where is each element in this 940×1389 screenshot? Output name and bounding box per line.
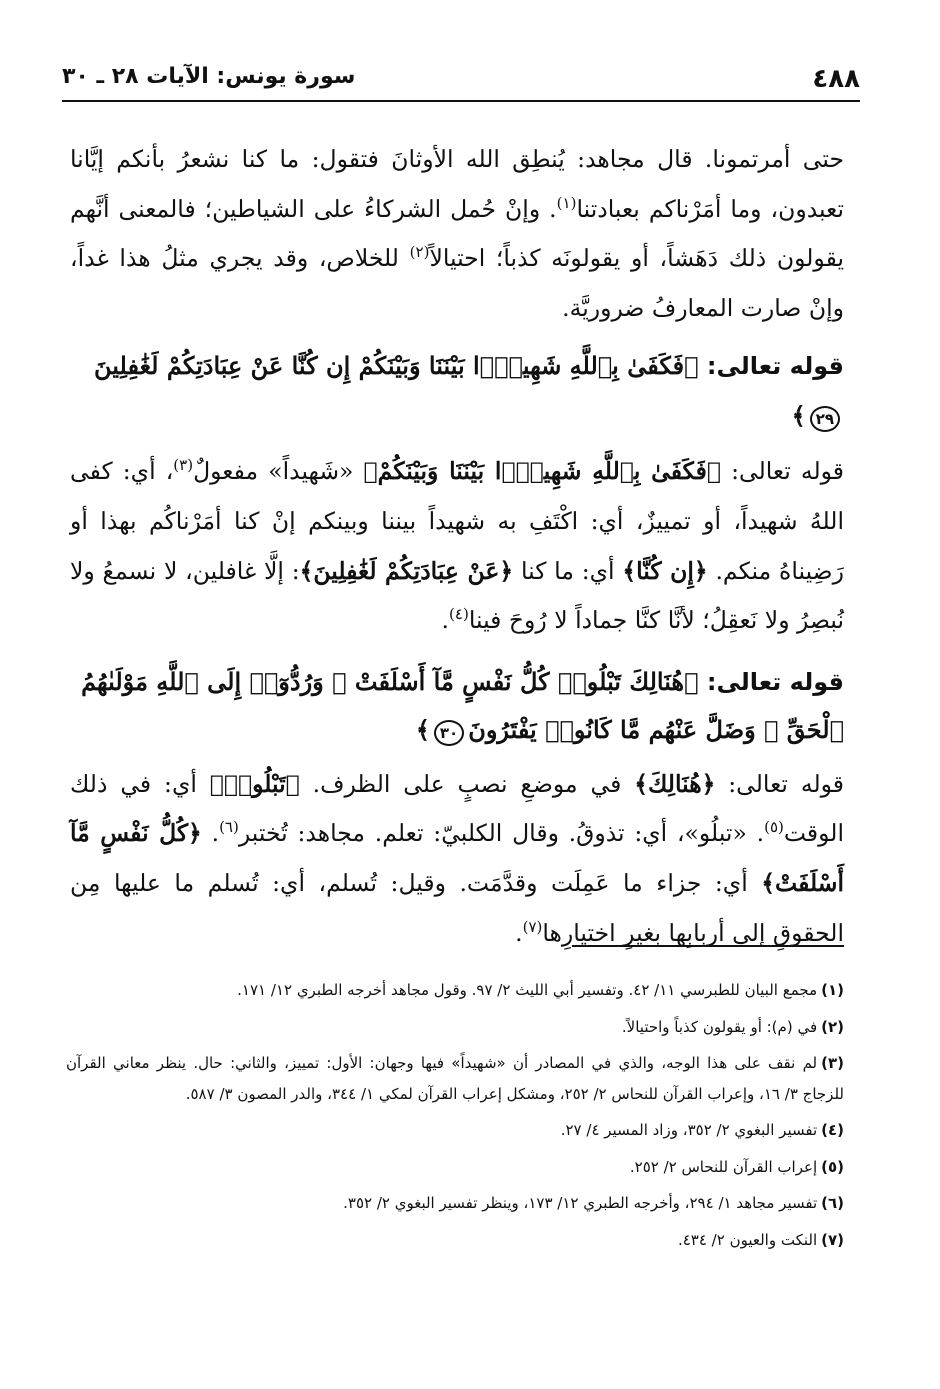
quran-quote: ﴿عَنْ عِبَادَتِكُمْ لَغَٰفِلِينَ﴾ <box>299 556 514 585</box>
paragraph-2 <box>70 447 844 645</box>
footnote-number: (٧) <box>821 1230 844 1249</box>
text-segment: ، أي: كفى اللهُ شهيداً، أو تمييزٌ، أي: اكْتَفِ به شهيداً بيننا وبينكم إنْ كنا أمَرْناكُم بهذا أو رَضِيناهُ منكم. <box>70 457 844 585</box>
footnote-text: إعراب القرآن للنحاس ٢/ ٢٥٢. <box>629 1157 818 1176</box>
text-segment: . <box>201 819 220 848</box>
footnote-text: تفسير البغوي ٢/ ٣٥٢، وزاد المسير ٤/ ٢٧. <box>560 1121 818 1139</box>
footnote-number: (٢) <box>821 1017 844 1036</box>
verse-close-bracket: ﴾ <box>415 714 430 744</box>
text-segment: . «تبلُو»، أي: تذوقُ. وقال الكلبيّ: تعلم. مجاهد: تُختبر <box>238 819 765 848</box>
footnote-text: النكت والعيون ٢/ ٤٣٤. <box>677 1230 818 1249</box>
footnote-text: مجمع البيان للطبرسي ١١/ ٤٢. وتفسير أبي الليث ٢/ ٩٧. وقول مجاهد أخرجه الطبري ١٢/ ١٧١. <box>237 981 818 999</box>
footnote-divider <box>572 945 844 947</box>
footnote-number: (٦) <box>821 1194 844 1212</box>
quran-quote: ﴿إِن كُنَّا﴾ <box>622 556 708 585</box>
quran-quote: ﴿فَكَفَىٰ بِٱللَّهِ شَهِيدًۢا بَيْنَنَا وَبَيْنَكُمْ﴾ <box>363 457 721 486</box>
verse-heading-29 <box>70 341 844 441</box>
text-segment: . <box>515 918 523 947</box>
footnote-ref-2: (٢) <box>409 243 430 262</box>
running-header <box>62 60 860 102</box>
text-segment: . وإنْ حُمل الشركاءُ على الشياطين؛ فالمعنى أنَّهم يقولون ذلك دَهَشاً، أو يقولونَه كذباً؛ احتيالاً <box>70 194 845 273</box>
footnote-text: تفسير مجاهد ١/ ٢٩٤، وأخرجه الطبري ١٢/ ١٧٣، وينظر تفسير البغوي ٢/ ٣٥٢. <box>343 1194 818 1212</box>
footnote-item <box>66 1012 844 1043</box>
heading-label: قوله تعالى: <box>698 352 844 381</box>
footnote-number: (١) <box>821 981 844 999</box>
footnote-item <box>66 1188 844 1219</box>
heading-label: قوله تعالى: <box>698 667 844 696</box>
paragraph-3 <box>70 760 844 958</box>
footnote-number: (٤) <box>821 1121 844 1139</box>
text-segment: للخلاص، وقد يجري مثلُ هذا غداً، وإنْ صارت المعارفُ ضروريَّة. <box>70 244 844 322</box>
footnote-item <box>66 1048 844 1109</box>
footnote-ref-7: (٧) <box>522 917 543 936</box>
footnote-ref-6: (٦) <box>219 818 239 837</box>
text-segment: قوله تعالى: <box>715 769 844 798</box>
text-segment: قوله تعالى: <box>720 457 845 486</box>
footnote-ref-4: (٤) <box>449 605 469 624</box>
surah-title: سورة يونس: الآيات ٢٨ ـ ٣٠ <box>62 64 356 89</box>
footnote-text: لم نقف على هذا الوجه، والذي في المصادر أن «شهيداً» فيها وجهان: الأول: تمييز، والثاني: حال. ينظر معاني القرآن للزجاج ٣/ ١٦، وإعراب القرآن للنحاس ٢/ ٢٥٢، ومشكل إعراب القرآن لمكي ١/ ٣٤٤، والدر المصون ٣/ ٥٨٧. <box>66 1054 844 1103</box>
footnote-text: في (م): أو يقولون كذباً واحتيالاً. <box>621 1017 818 1036</box>
text-segment: أي: في ذلك الوقت <box>70 769 844 848</box>
text-segment: في موضعِ نصبٍ على الظرف. <box>299 769 635 798</box>
quran-quote: ﴿هُنَالِكَ﴾ <box>634 769 716 798</box>
footnote-number: (٣) <box>821 1054 844 1072</box>
quran-verse: ﴿فَكَفَىٰ بِٱللَّهِ شَهِيدًۢا بَيْنَنَا وَبَيْنَكُمْ إِن كُنَّا عَنْ عِبَادَتِكُمْ لَغَٰفِلِينَ <box>94 351 699 381</box>
ayah-number-badge: ٣٠ <box>434 720 464 746</box>
paragraph-1 <box>70 135 844 333</box>
quran-quote: ﴿كُلُّ نَفْسٍ مَّآ أَسْلَفَتْ﴾ <box>70 819 844 897</box>
ayah-number-badge: ٢٩ <box>810 406 840 432</box>
text-segment: «شَهيداً» مفعولٌ <box>193 457 364 486</box>
footnote-ref-3: (٣) <box>173 456 194 475</box>
text-segment: . <box>441 606 450 635</box>
quran-quote: ﴿تَبْلُوا۟﴾ <box>209 769 300 798</box>
text-segment: حتى أمرتمونا. قال مجاهد: يُنطِق الله الأوثانَ فتقول: ما كنا نشعرُ بأنكم إيَّانا تعبدون، وما أمَرْناكم بعبادتنا <box>70 145 845 223</box>
text-segment: : إلَّا غافلين، لا نسمعُ ولا نُبصِرُ ولا نَعقِلُ؛ لأنَّا كنَّا جماداً لا رُوحَ فينا <box>70 556 844 635</box>
footnotes <box>66 975 844 1261</box>
verse-close-bracket: ﴾ <box>791 401 806 431</box>
page-number: ٤٨٨ <box>812 64 860 94</box>
footnote-ref-1: (١) <box>556 193 577 212</box>
footnote-number: (٥) <box>821 1157 844 1176</box>
quran-verse: ﴿هُنَالِكَ تَبْلُوا۟ كُلُّ نَفْسٍ مَّآ أَسْلَفَتْ ۚ وَرُدُّوٓا۟ إِلَى ٱللَّهِ مَوْلَىٰهُمُ ٱلْحَقِّ ۖ وَضَلَّ عَنْهُم مَّا كَانُوا۟ يَفْتَرُونَ <box>81 666 844 744</box>
footnote-ref-5: (٥) <box>764 818 784 837</box>
text-segment: أي: ما كنا <box>513 556 623 585</box>
verse-heading-30 <box>70 658 844 754</box>
text-segment: أي: جزاء ما عَمِلَت وقدَّمَت. وقيل: تُسلم، أي: تُسلم ما عليها مِن الحقوقِ إلى أربابِها بغيرِ اختيارِها <box>70 868 844 947</box>
footnote-item <box>66 1225 844 1256</box>
footnote-item <box>66 975 844 1006</box>
footnote-item <box>66 1152 844 1183</box>
footnote-item <box>66 1115 844 1146</box>
main-text <box>70 135 844 958</box>
